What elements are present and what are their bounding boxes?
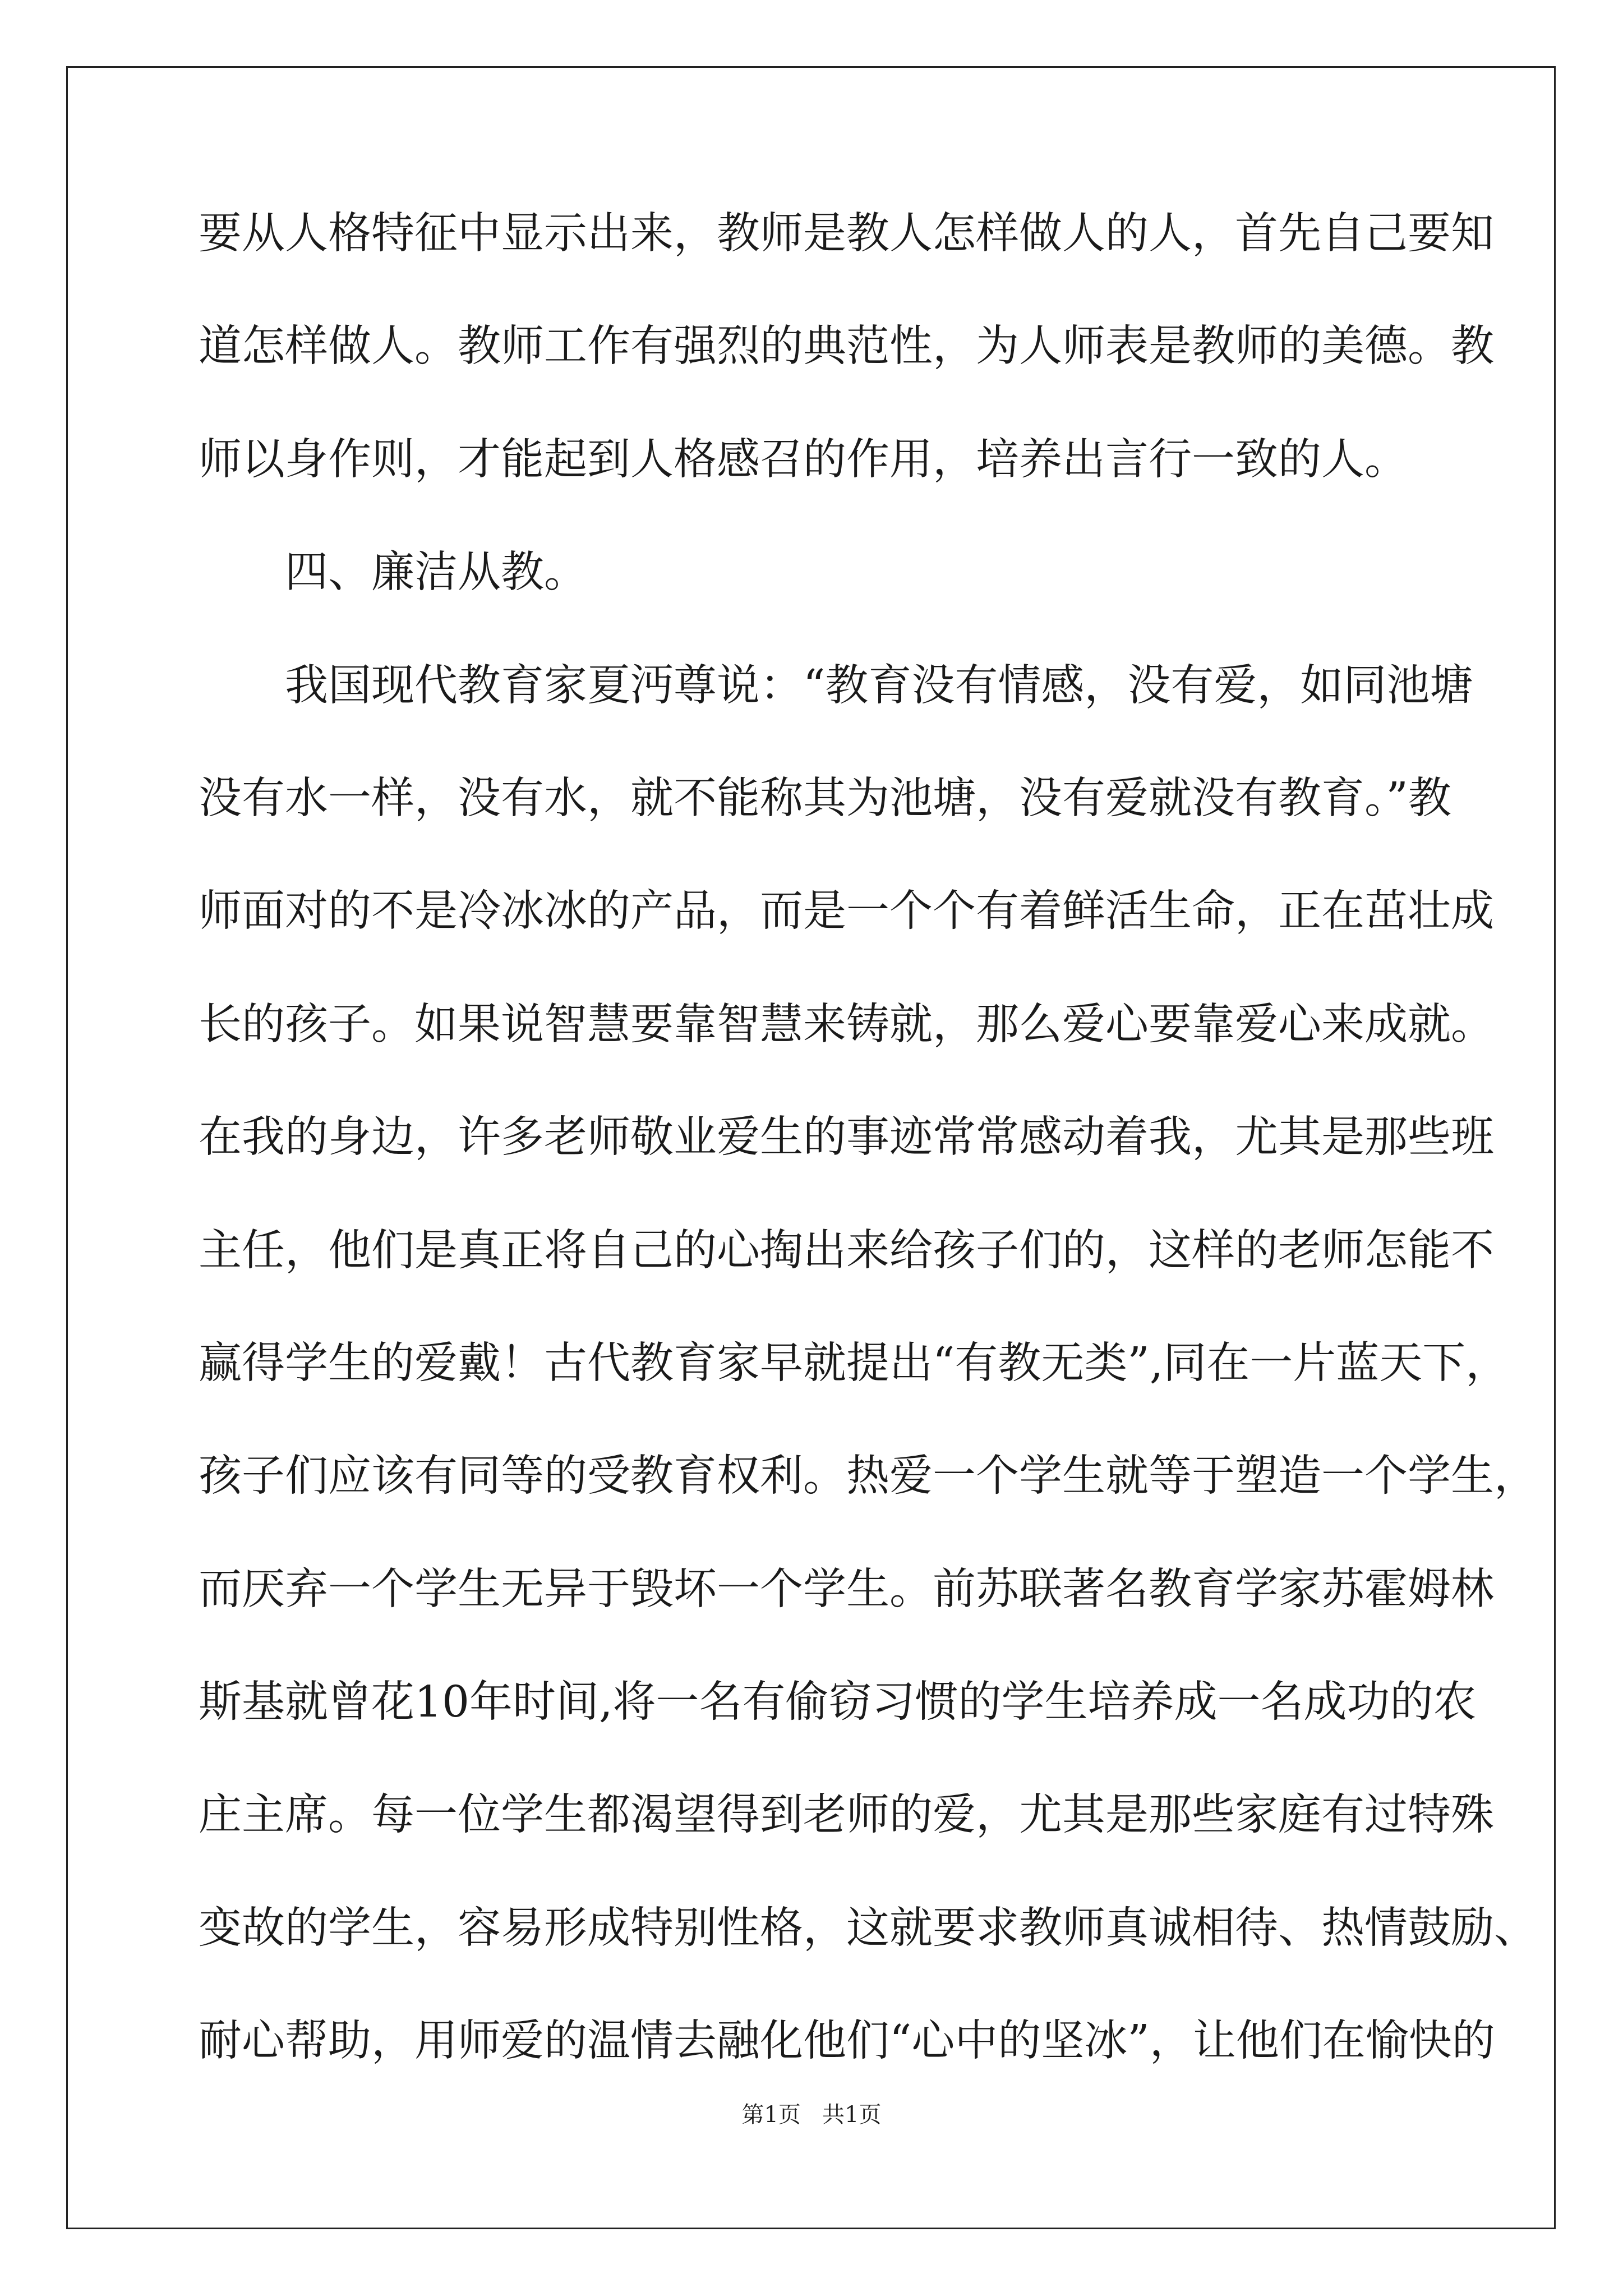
text-line-14: 斯基就曾花10年时间,将一名有偷窃习惯的学生培养成一名成功的农: [199, 1677, 1477, 1728]
text-line-16: 变故的学生，容易形成特别性格，这就要求教师真诚相待、热情鼓励、: [199, 1903, 1537, 1953]
paragraph-start: 我国现代教育家夏沔尊说：“教育没有情感，没有爱，如同池塘: [285, 660, 1473, 711]
text-line-2: 道怎样做人。教师工作有强烈的典范性，为人师表是教师的美德。教: [199, 321, 1494, 372]
text-line-9: 在我的身边，许多老师敬业爱生的事迹常常感动着我，尤其是那些班: [199, 1112, 1494, 1163]
document-body: [199, 177, 1537, 2098]
text-line-3: 师以身作则，才能起到人格感召的作用，培养出言行一致的人。: [199, 434, 1408, 485]
section-heading: 四、廉洁从教。: [285, 547, 587, 598]
page-number-footer: 第1页 共1页: [741, 2102, 882, 2128]
text-line-17: 耐心帮助，用师爱的温情去融化他们“心中的坚冰”，让他们在愉快的: [199, 2016, 1495, 2067]
text-line-12: 孩子们应该有同等的受教育权利。热爱一个学生就等于塑造一个学生，: [199, 1451, 1537, 1502]
text-line-6: 没有水一样，没有水，就不能称其为池塘，没有爱就没有教育。”教: [199, 773, 1451, 823]
text-line-1: 要从人格特征中显示出来，教师是教人怎样做人的人，首先自己要知: [199, 209, 1494, 259]
text-line-15: 庄主席。每一位学生都渴望得到老师的爱，尤其是那些家庭有过特殊: [199, 1790, 1494, 1841]
text-line-7: 师面对的不是冷冰冰的产品，而是一个个有着鲜活生命，正在茁壮成: [199, 886, 1494, 937]
text-line-11: 赢得学生的爱戴！古代教育家早就提出“有教无类”,同在一片蓝天下，: [199, 1338, 1509, 1388]
text-line-10: 主任，他们是真正将自己的心掏出来给孩子们的，这样的老师怎能不: [199, 1225, 1494, 1276]
text-line-8: 长的孩子。如果说智慧要靠智慧来铸就，那么爱心要靠爱心来成就。: [199, 999, 1494, 1050]
text-line-13: 而厌弃一个学生无异于毁坏一个学生。前苏联著名教育学家苏霍姆林: [199, 1564, 1494, 1614]
